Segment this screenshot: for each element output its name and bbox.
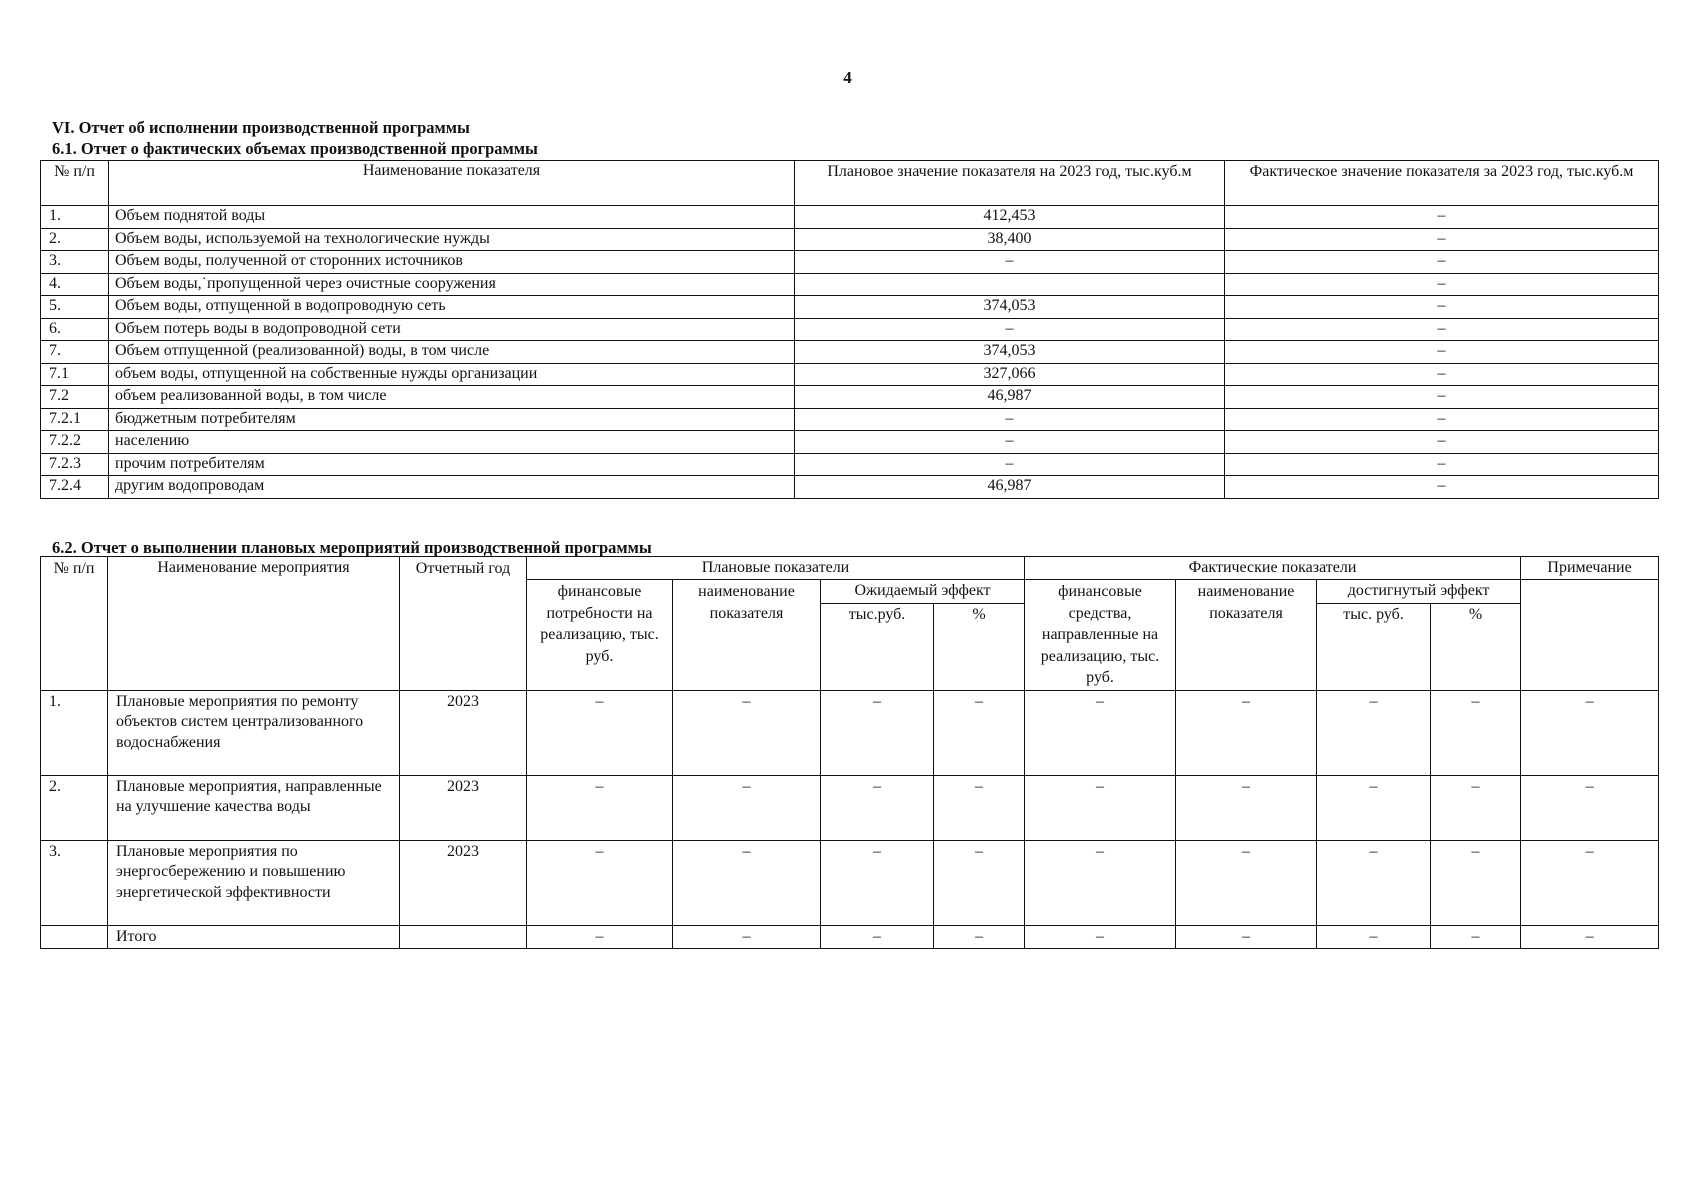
row-plan: 412,453 — [795, 206, 1225, 229]
header-fact: Фактическое значение показателя за 2023 год, тыс.куб.м — [1225, 161, 1659, 206]
row-value: – — [821, 775, 934, 840]
row-num: 5. — [41, 296, 109, 319]
row-value: – — [934, 690, 1025, 775]
t2-header-fact-effect: достигнутый эффект — [1317, 580, 1521, 604]
row-num: 1. — [41, 690, 108, 775]
row-value: – — [673, 690, 821, 775]
row-value: – — [1025, 690, 1176, 775]
row-value: – — [1176, 690, 1317, 775]
row-fact: – — [1225, 408, 1659, 431]
row-fact: – — [1225, 251, 1659, 274]
row-fact: – — [1225, 341, 1659, 364]
table-row — [41, 228, 1659, 251]
table-row — [41, 476, 1659, 499]
row-num: 7.1 — [41, 363, 109, 386]
row-fact: – — [1225, 453, 1659, 476]
row-value: – — [1431, 840, 1521, 925]
row-num — [41, 925, 108, 949]
row-plan: – — [795, 453, 1225, 476]
row-num: 6. — [41, 318, 109, 341]
row-name: населению — [109, 431, 795, 454]
t2-header-plan-group: Плановые показатели — [527, 557, 1025, 580]
row-name: прочим потребителям — [109, 453, 795, 476]
row-value: – — [934, 840, 1025, 925]
row-num: 1. — [41, 206, 109, 229]
production-volumes-table — [40, 160, 1659, 499]
row-plan: 46,987 — [795, 386, 1225, 409]
row-fact: – — [1225, 318, 1659, 341]
row-value: – — [1521, 690, 1659, 775]
row-value: – — [527, 775, 673, 840]
row-name: Объем поднятой воды — [109, 206, 795, 229]
row-fact: – — [1225, 273, 1659, 296]
row-name: объем воды, отпущенной на собственные нужды организации — [109, 363, 795, 386]
t2-header-note-blank — [1521, 580, 1659, 691]
table-row — [41, 431, 1659, 454]
row-name: Плановые мероприятия, направленные на улучшение качества воды — [108, 775, 400, 840]
table-row — [41, 775, 1659, 840]
row-num: 2. — [41, 775, 108, 840]
activities-body — [41, 690, 1659, 949]
row-num: 7.2.1 — [41, 408, 109, 431]
row-value: – — [1431, 925, 1521, 949]
row-name: Объем отпущенной (реализованной) воды, в том числе — [109, 341, 795, 364]
table-row — [41, 840, 1659, 925]
row-num: 7.2 — [41, 386, 109, 409]
t2-header-fact-fin: финансовые средства, направленные на реализацию, тыс. руб. — [1025, 580, 1176, 691]
row-value: – — [821, 925, 934, 949]
row-name: Итого — [108, 925, 400, 949]
t2-header-note: Примечание — [1521, 557, 1659, 580]
row-value: – — [821, 690, 934, 775]
row-name: другим водопроводам — [109, 476, 795, 499]
row-num: 3. — [41, 251, 109, 274]
table-row — [41, 363, 1659, 386]
row-fact: – — [1225, 228, 1659, 251]
row-value: – — [673, 775, 821, 840]
total-row — [41, 925, 1659, 949]
row-name: Объем воды, отпущенной в водопроводную сеть — [109, 296, 795, 319]
row-fact: – — [1225, 206, 1659, 229]
row-value: – — [1431, 690, 1521, 775]
row-num: 3. — [41, 840, 108, 925]
header-plan: Плановое значение показателя на 2023 год, тыс.куб.м — [795, 161, 1225, 206]
row-value: – — [821, 840, 934, 925]
table-row — [41, 206, 1659, 229]
row-value: – — [1317, 690, 1431, 775]
row-value: – — [1025, 775, 1176, 840]
row-value: – — [1176, 925, 1317, 949]
page-number: 4 — [843, 68, 852, 87]
row-fact: – — [1225, 431, 1659, 454]
row-name: Плановые мероприятия по энергосбережению и повышению энергетической эффективности — [108, 840, 400, 925]
t2-header-fact-eff-rub: тыс. руб. — [1317, 603, 1431, 690]
row-value: – — [527, 690, 673, 775]
table-row — [41, 318, 1659, 341]
row-name: Объем воды, используемой на технологические нужды — [109, 228, 795, 251]
row-value: – — [673, 925, 821, 949]
table1-title: 6.1. Отчет о фактических объемах производственной программы — [52, 139, 538, 158]
t2-header-fact-group: Фактические показатели — [1025, 557, 1521, 580]
row-year: 2023 — [400, 840, 527, 925]
row-plan: 327,066 — [795, 363, 1225, 386]
row-year: 2023 — [400, 775, 527, 840]
row-name: Объем воды,˙пропущенной через очистные сооружения — [109, 273, 795, 296]
row-fact: – — [1225, 363, 1659, 386]
table-row — [41, 408, 1659, 431]
table-row — [41, 273, 1659, 296]
row-plan: – — [795, 408, 1225, 431]
row-year — [400, 925, 527, 949]
row-value: – — [1317, 925, 1431, 949]
table-row — [41, 453, 1659, 476]
row-value: – — [673, 840, 821, 925]
row-value: – — [934, 775, 1025, 840]
row-num: 2. — [41, 228, 109, 251]
table2-title: 6.2. Отчет о выполнении плановых мероприятий производственной программы — [52, 538, 652, 557]
t2-header-plan-effect: Ожидаемый эффект — [821, 580, 1025, 604]
t2-header-fact-ind: наименование показателя — [1176, 580, 1317, 691]
section-title: VI. Отчет об исполнении производственной программы — [52, 118, 470, 137]
row-name: объем реализованной воды, в том числе — [109, 386, 795, 409]
row-value: – — [1317, 840, 1431, 925]
row-year: 2023 — [400, 690, 527, 775]
row-plan — [795, 273, 1225, 296]
row-value: – — [1025, 925, 1176, 949]
header-name: Наименование показателя — [109, 161, 795, 206]
t2-header-plan-eff-rub: тыс.руб. — [821, 603, 934, 690]
row-name: бюджетным потребителям — [109, 408, 795, 431]
row-value: – — [527, 925, 673, 949]
row-fact: – — [1225, 476, 1659, 499]
activities-table — [40, 556, 1659, 949]
row-num: 7.2.4 — [41, 476, 109, 499]
row-value: – — [934, 925, 1025, 949]
header-num: № п/п — [41, 161, 109, 206]
t2-header-year: Отчетный год — [400, 557, 527, 691]
row-plan: 38,400 — [795, 228, 1225, 251]
row-plan: – — [795, 251, 1225, 274]
row-name: Объем потерь воды в водопроводной сети — [109, 318, 795, 341]
row-plan: – — [795, 431, 1225, 454]
t2-header-plan-eff-pct: % — [934, 603, 1025, 690]
t2-header-plan-ind: наименование показателя — [673, 580, 821, 691]
row-fact: – — [1225, 386, 1659, 409]
production-volumes-body — [41, 206, 1659, 499]
table-row — [41, 341, 1659, 364]
row-value: – — [1521, 840, 1659, 925]
t2-header-name: Наименование мероприятия — [108, 557, 400, 691]
table-row — [41, 251, 1659, 274]
row-plan: 46,987 — [795, 476, 1225, 499]
row-value: – — [1521, 775, 1659, 840]
row-value: – — [1025, 840, 1176, 925]
row-plan: – — [795, 318, 1225, 341]
table-row — [41, 690, 1659, 775]
row-value: – — [1431, 775, 1521, 840]
row-plan: 374,053 — [795, 296, 1225, 319]
table-row — [41, 296, 1659, 319]
row-num: 7.2.3 — [41, 453, 109, 476]
row-value: – — [1317, 775, 1431, 840]
row-value: – — [527, 840, 673, 925]
row-value: – — [1176, 775, 1317, 840]
row-name: Объем воды, полученной от сторонних источников — [109, 251, 795, 274]
row-num: 7.2.2 — [41, 431, 109, 454]
t2-header-num: № п/п — [41, 557, 108, 691]
t2-header-plan-fin: финансовые потребности на реализацию, тыс. руб. — [527, 580, 673, 691]
row-plan: 374,053 — [795, 341, 1225, 364]
t2-header-fact-eff-pct: % — [1431, 603, 1521, 690]
row-num: 4. — [41, 273, 109, 296]
table-row — [41, 386, 1659, 409]
row-fact: – — [1225, 296, 1659, 319]
row-name: Плановые мероприятия по ремонту объектов систем централизованного водоснабжения — [108, 690, 400, 775]
row-value: – — [1176, 840, 1317, 925]
row-num: 7. — [41, 341, 109, 364]
row-value: – — [1521, 925, 1659, 949]
